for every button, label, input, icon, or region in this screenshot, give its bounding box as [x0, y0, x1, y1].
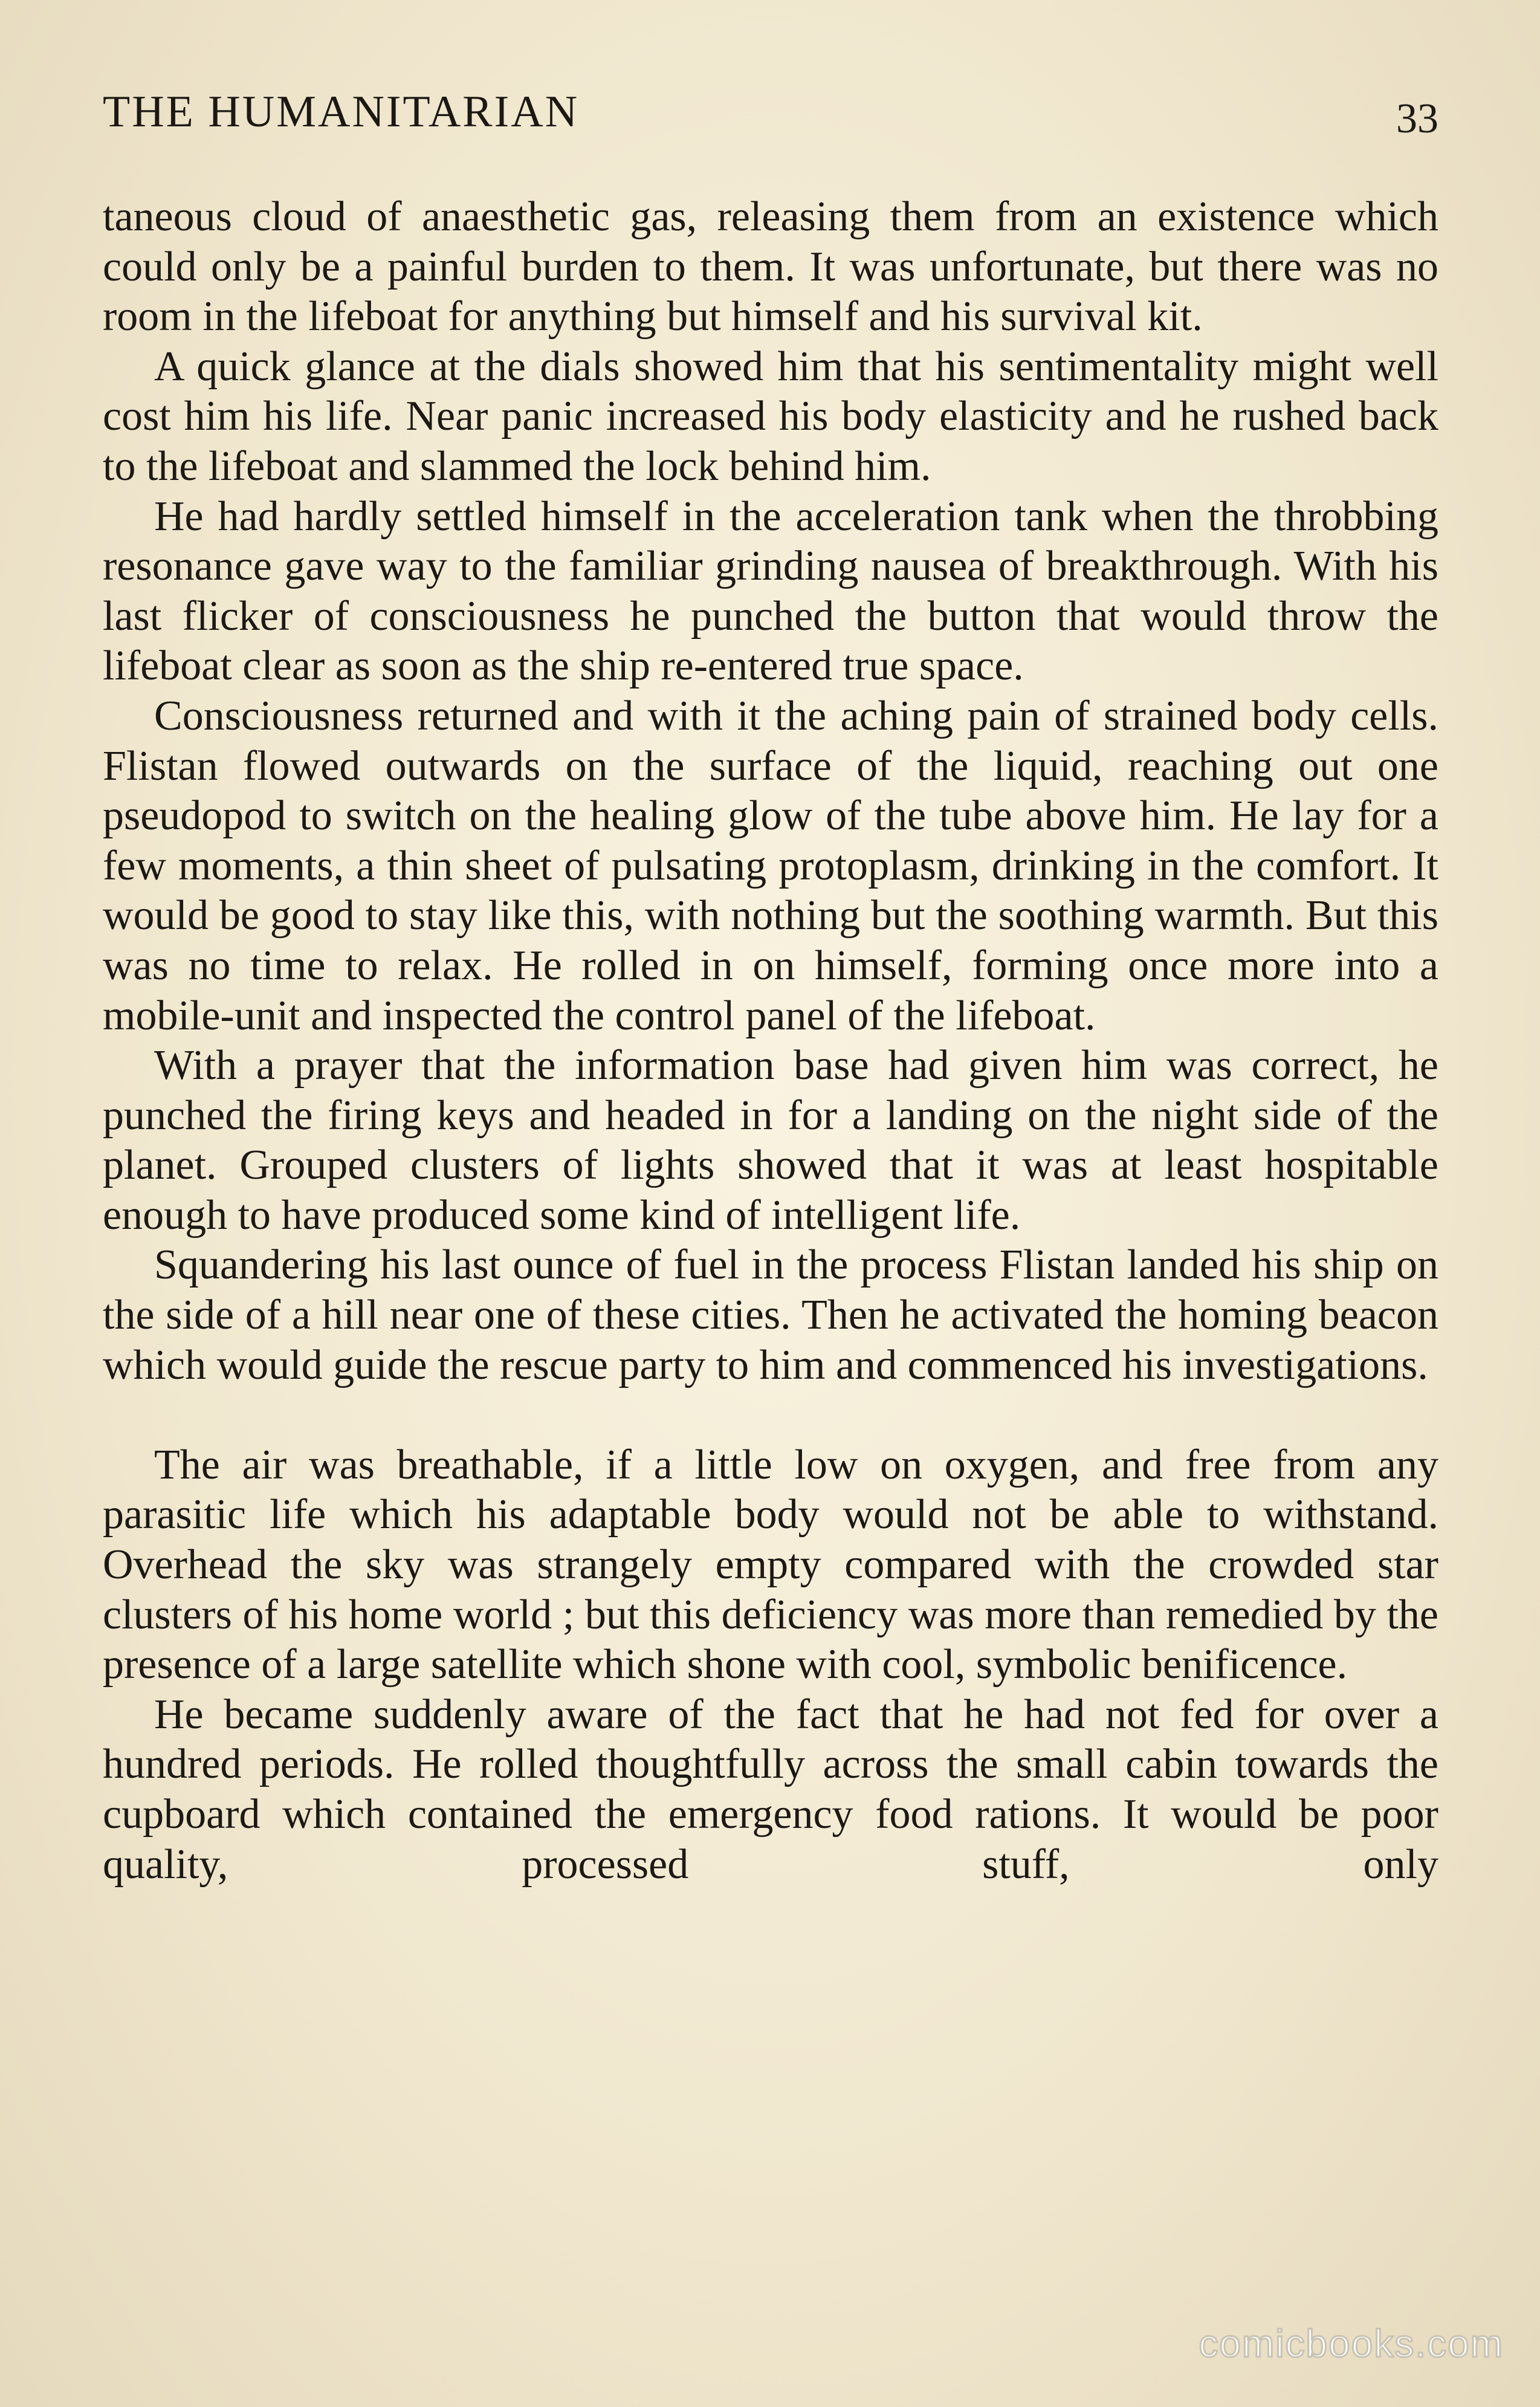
paragraph-7: The air was breathable, if a little low on oxygen, and free from any parasitic life which his adaptable body would not be able to withstand. Overhead the sky was strangely empty compared with the crowded star clusters of his home world ; but this deficiency was more than remedied by the presence of a large satellite which shone with cool, symbolic benificence.: [103, 1441, 1438, 1688]
paragraph-8: He became suddenly aware of the fact that he had not fed for over a hundred periods. He rolled thoughtfully across the small cabin towards the cupboard which contained the emergency food rations. It would be poor quality, processed stuff, only: [103, 1691, 1438, 1888]
paragraph-5: With a prayer that the information base had given him was correct, he punched the firing keys and headed in for a landing on the night side of the planet. Grouped clusters of lights showed that it was at least hospitable enough to have produced some kind of intelligent life.: [103, 1042, 1438, 1239]
paragraph-1: taneous cloud of anaesthetic gas, releasing them from an existence which could only be a painful burden to them. It was unfortunate, but there was no room in the lifeboat for anything but himself and his survival kit.: [103, 193, 1438, 340]
paragraph-2: A quick glance at the dials showed him that his sentimentality might well cost him his life. Near panic increased his body elasticity and he rushed back to the lifeboat and slammed the lock behind him.: [103, 343, 1438, 490]
paragraph-4: Consciousness returned and with it the aching pain of strained body cells. Flistan flowed outwards on the surface of the liquid, reaching out one pseudopod to switch on the healing glow of the tube above him. He lay for a few moments, a thin sheet of pulsating protoplasm, drinking in the comfort. It would be good to stay like this, with nothing but the soothing warmth. But this was no time to relax. He rolled in on himself, forming once more into a mobile-unit and inspected the control panel of the lifeboat.: [103, 692, 1438, 1039]
page-number: 33: [1396, 96, 1438, 142]
paragraph-3: He had hardly settled himself in the acceleration tank when the throbbing resonance gave way to the familiar grinding nausea of breakthrough. With his last flicker of consciousness he punched the button that would throw the lifeboat clear as soon as the ship re-entered true space.: [103, 493, 1438, 690]
watermark: comicbooks.com: [1199, 2322, 1504, 2365]
section-break: [103, 1390, 1438, 1440]
paragraph-6: Squandering his last ounce of fuel in the process Flistan landed his ship on the side of a hill near one of these cities. Then he activated the homing beacon which would guide the rescue party to him and commenced his investigations.: [103, 1242, 1438, 1388]
body-text: [103, 192, 1438, 1890]
running-head: THE HUMANITARIAN: [103, 87, 580, 137]
